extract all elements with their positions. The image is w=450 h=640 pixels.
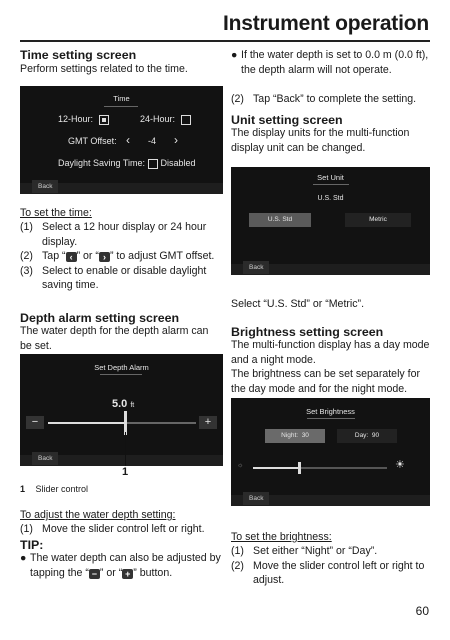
depth-step-2 bbox=[231, 92, 431, 107]
depth-steps-cont bbox=[231, 92, 431, 107]
legend-text: Slider control bbox=[35, 484, 89, 494]
note-text: If the water depth is set to 0.0 m (0.0 ft), the depth alarm will not operate. bbox=[241, 49, 429, 76]
gmt-value: -4 bbox=[148, 136, 157, 146]
time-step-2 bbox=[20, 249, 222, 264]
title-underline bbox=[104, 106, 138, 107]
day-value: 90 bbox=[371, 432, 380, 439]
hour12-label: 12-Hour: bbox=[58, 114, 94, 124]
step-text: Select a 12 hour display or 24 hour display. bbox=[42, 221, 207, 248]
dst-value: Disabled bbox=[160, 158, 196, 168]
day-button[interactable] bbox=[337, 429, 397, 443]
brightness-back-button[interactable]: Back bbox=[243, 492, 269, 505]
step-number: (1) bbox=[20, 523, 33, 535]
unit-screen-title: Set Unit bbox=[317, 173, 344, 182]
gmt-label: GMT Offset: bbox=[68, 136, 117, 146]
brightness-intro2: The brightness can be set separately for the day mode and for the night mode. bbox=[231, 368, 421, 395]
callout-line bbox=[125, 432, 126, 466]
night-button[interactable] bbox=[265, 429, 325, 443]
title-underline bbox=[100, 374, 142, 375]
brightness-slider-fill bbox=[253, 467, 299, 469]
step-number: (3) bbox=[20, 264, 33, 277]
step-number: (1) bbox=[20, 221, 33, 233]
time-heading: Time setting screen bbox=[20, 48, 137, 62]
step-number: (2) bbox=[231, 93, 244, 105]
tip-text: ” button. bbox=[133, 566, 173, 579]
dim-sun-icon: ☼ bbox=[237, 462, 244, 469]
dst-label: Daylight Saving Time: bbox=[58, 158, 146, 168]
brightness-screen-title: Set Brightness bbox=[306, 407, 355, 416]
brightness-steps bbox=[231, 544, 431, 588]
title-underline bbox=[307, 418, 355, 419]
time-intro: Perform settings related to the time. bbox=[20, 63, 188, 75]
time-step-3 bbox=[20, 264, 222, 293]
depth-screen bbox=[20, 354, 223, 466]
brightness-step-2 bbox=[231, 559, 431, 588]
depth-screen-title: Set Depth Alarm bbox=[94, 363, 149, 372]
left-arrow-icon: ‹ bbox=[66, 252, 77, 262]
step-text: Move the slider control left or right to adjust. bbox=[253, 559, 425, 587]
hour24-label: 24-Hour: bbox=[140, 114, 176, 124]
depth-minus-button[interactable]: − bbox=[26, 416, 44, 429]
gmt-left-arrow-icon[interactable]: ‹ bbox=[126, 133, 130, 147]
title-underline bbox=[313, 184, 349, 185]
brightness-heading: Brightness setting screen bbox=[231, 325, 384, 339]
tip-text: The water depth can also be adjusted by tapping the “ bbox=[30, 552, 221, 579]
night-value: 30 bbox=[301, 432, 309, 439]
depth-value: 5.0 bbox=[112, 398, 128, 410]
gmt-right-arrow-icon[interactable]: › bbox=[174, 133, 178, 147]
step-text: Tap “Back” to complete the setting. bbox=[253, 93, 417, 105]
time-screen bbox=[20, 86, 223, 194]
minus-icon: − bbox=[89, 569, 100, 579]
legend-number: 1 bbox=[20, 484, 26, 494]
step-text: Set either “Night” or “Day”. bbox=[253, 545, 378, 557]
depth-zero-note bbox=[231, 48, 431, 77]
time-screen-title: Time bbox=[113, 94, 130, 103]
tip-body bbox=[20, 551, 222, 580]
step-text: ” or “ bbox=[76, 250, 99, 263]
brightness-intro: The multi-function display has a day mode and a night mode. bbox=[231, 339, 430, 366]
depth-unit: ft bbox=[130, 402, 135, 409]
depth-intro: The water depth for the depth alarm can be set. bbox=[20, 325, 209, 352]
unit-heading: Unit setting screen bbox=[231, 113, 343, 127]
right-arrow-icon: › bbox=[99, 252, 110, 262]
callout-number: 1 bbox=[122, 466, 129, 478]
bullet: ● bbox=[20, 552, 27, 564]
hour24-checkbox[interactable] bbox=[181, 115, 191, 125]
unit-option-metric[interactable]: Metric bbox=[345, 213, 411, 227]
depth-back-button[interactable]: Back bbox=[32, 452, 58, 465]
day-label: Day: bbox=[354, 432, 369, 439]
step-number: (2) bbox=[20, 250, 33, 263]
depth-plus-button[interactable]: + bbox=[199, 416, 217, 429]
depth-step-1 bbox=[20, 522, 222, 537]
unit-screen bbox=[231, 167, 430, 275]
tip-text: ” or “ bbox=[99, 566, 123, 579]
brightness-step-1 bbox=[231, 544, 431, 559]
time-sub: To set the time: bbox=[20, 207, 92, 219]
depth-heading: Depth alarm setting screen bbox=[20, 311, 180, 325]
time-steps bbox=[20, 220, 222, 293]
bright-sun-icon: ☀ bbox=[395, 459, 405, 471]
brightness-sub: To set the brightness: bbox=[231, 531, 332, 543]
unit-intro: The display units for the multi-function display unit can be changed. bbox=[231, 127, 410, 154]
unit-current: U.S. Std bbox=[317, 195, 344, 202]
step-text: ” to adjust GMT offset. bbox=[109, 250, 215, 263]
brightness-slider-thumb[interactable] bbox=[298, 462, 301, 474]
step-number: (1) bbox=[231, 545, 244, 557]
unit-select-text: Select “U.S. Std” or “Metric”. bbox=[231, 298, 365, 310]
bullet: ● bbox=[231, 49, 238, 61]
step-text: Tap “ bbox=[42, 250, 66, 263]
depth-sub: To adjust the water depth setting: bbox=[20, 509, 176, 521]
header-rule bbox=[20, 40, 430, 42]
depth-steps bbox=[20, 522, 222, 537]
time-step-1 bbox=[20, 220, 222, 249]
time-back-button[interactable]: Back bbox=[32, 180, 58, 193]
step-text: Select to enable or disable daylight saving time. bbox=[42, 264, 207, 292]
dst-checkbox[interactable] bbox=[148, 159, 158, 169]
brightness-screen bbox=[231, 398, 430, 506]
unit-back-button[interactable]: Back bbox=[243, 261, 269, 274]
plus-icon: + bbox=[122, 569, 133, 579]
unit-option-us-std[interactable]: U.S. Std bbox=[249, 213, 311, 227]
hour12-checkbox[interactable] bbox=[99, 115, 109, 125]
step-text: Move the slider control left or right. bbox=[42, 523, 205, 535]
step-number: (2) bbox=[231, 559, 244, 572]
tip-heading: TIP: bbox=[20, 538, 44, 552]
depth-slider-fill bbox=[48, 422, 124, 424]
page-header-title: Instrument operation bbox=[222, 12, 429, 35]
night-label: Night: bbox=[281, 432, 299, 439]
page-number: 60 bbox=[415, 604, 429, 618]
